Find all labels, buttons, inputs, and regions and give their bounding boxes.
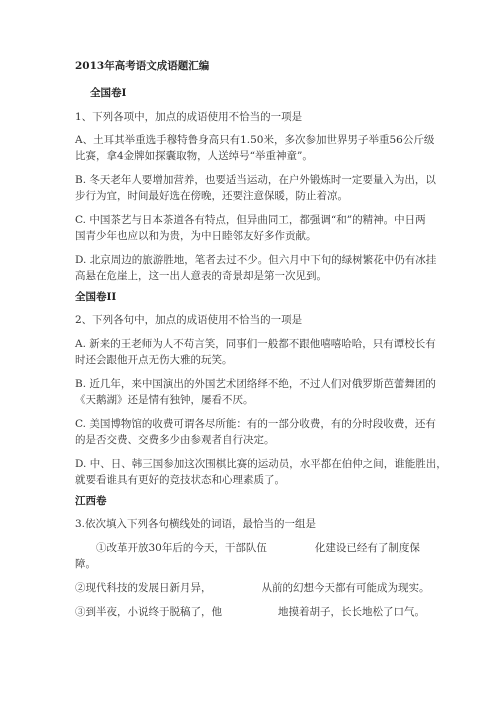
q3-item-3-part-b: 地摸着胡子，长长地松了口气。 bbox=[278, 606, 425, 618]
q2-option-d-line2: 就要看谁具有更好的竞技状态和心理素质了。 bbox=[75, 474, 285, 486]
q1-option-a-line2: 比赛，拿4金牌如探囊取物，人送绰号“举重神童”。 bbox=[75, 150, 313, 162]
q1-option-b-line2: 步行为宜，时间最好选在傍晚，还要注意保暖，防止着凉。 bbox=[75, 190, 348, 202]
question-2-stem: 2、下列各句中，加点的成语使用不恰当的一项是 bbox=[75, 314, 303, 326]
q2-option-d-line1: D. 中、日、韩三国参加这次围棋比赛的运动员，水平都在伯仲之间，谁能胜出， bbox=[75, 458, 447, 470]
q1-option-d-line2: 高悬在危崖上，这一出人意表的奇景却是第一次见到。 bbox=[75, 270, 327, 282]
q1-option-c-line2: 国青少年也应以和为贵，为中日睦邻友好多作贡献。 bbox=[75, 230, 317, 242]
q2-option-c-line1: C. 美国博物馆的收费可谓各尽所能：有的一部分收费，有的分时段收费，还有 bbox=[75, 418, 436, 430]
q3-item-1-part-a: ①改革开放30年后的今天，干部队伍 bbox=[96, 542, 267, 554]
q3-item-1-part-b: 化建设已经有了制度保 bbox=[314, 542, 420, 554]
q1-option-c-line1: C. 中国茶艺与日本茶道各有特点，但异曲同工，都强调“和”的精神。中日两 bbox=[75, 214, 426, 226]
q2-option-c-line2: 的是否交费、交费多少由参观者自行决定。 bbox=[75, 434, 275, 446]
q3-item-2 bbox=[75, 581, 430, 595]
q3-item-3-part-a: ③到半夜，小说终于脱稿了，他 bbox=[75, 606, 222, 618]
section-heading-jiangxi: 江西卷 bbox=[75, 495, 107, 507]
q3-item-3 bbox=[75, 605, 425, 619]
question-1-stem: 1、下列各项中，加点的成语使用不恰当的一项是 bbox=[75, 111, 303, 123]
q2-option-b-line2: 《天鹅湖》还是情有独钟，屡看不厌。 bbox=[75, 394, 254, 406]
q1-option-d-line1: D. 北京周边的旅游胜地，笔者去过不少。但六月中下旬的绿树繁花中仍有冰挂 bbox=[75, 254, 437, 266]
section-heading-national-2: 全国卷II bbox=[75, 291, 117, 303]
q2-option-a-line1: A. 新来的王老师为人不苟言笑，同事们一般都不跟他嘻嘻哈哈，只有谭校长有 bbox=[75, 338, 436, 350]
q2-option-a-line2: 时还会跟他开点无伤大雅的玩笑。 bbox=[75, 354, 233, 366]
q3-item-2-part-b: 从前的幻想今天都有可能成为现实。 bbox=[261, 582, 430, 594]
q1-option-b-line1: B. 冬天老年人要增加营养，也要适当运动，在户外锻炼时一定要量入为出，以 bbox=[75, 174, 436, 186]
q3-item-2-part-a: ②现代科技的发展日新月异， bbox=[75, 582, 212, 594]
section-heading-national-1: 全国卷Ⅰ bbox=[90, 87, 127, 99]
question-3-stem: 3.依次填入下列各句横线处的词语，最恰当的一组是 bbox=[75, 518, 317, 530]
q2-option-b-line1: B. 近几年，来中国演出的外国艺术团络绎不绝，不过人们对俄罗斯芭蕾舞团的 bbox=[75, 378, 436, 390]
q3-item-1-line1 bbox=[96, 541, 420, 555]
q1-option-a-line1: A、土耳其举重选手穆特鲁身高只有1.50米，多次参加世界男子举重56公斤级 bbox=[75, 134, 435, 146]
document-title: 2013年高考语文成语题汇编 bbox=[75, 60, 210, 72]
q3-item-1-line2: 障。 bbox=[75, 558, 96, 570]
